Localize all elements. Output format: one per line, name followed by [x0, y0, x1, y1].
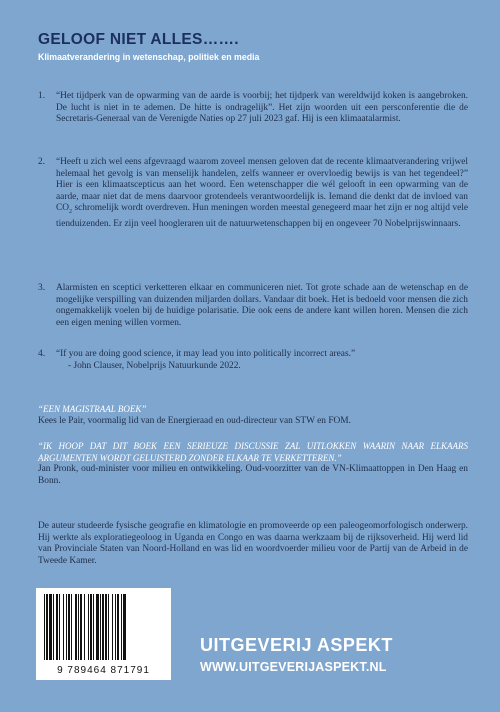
item-text-part-b: schromelijk wordt overdreven. Hun meningen worden meestal genegeerd maar het zijn er nog altijd vele tienduizenden. Er zijn veel hoogleraren uit de natuurwetenschappen bij en ongeveer 70 Nobelprijswinnaars.	[56, 203, 468, 229]
review-quote	[38, 441, 468, 487]
book-subtitle: Klimaatverandering in wetenschap, politiek en media	[38, 52, 260, 62]
barcode-bar	[49, 594, 52, 660]
review-headline: “EEN MAGISTRAAL BOEK”	[38, 404, 147, 414]
review-attribution: Kees le Pair, voormalig lid van de Energieraad en oud-directeur van STW en FOM.	[38, 415, 351, 426]
barcode-bar	[100, 594, 101, 660]
barcode-bar	[44, 594, 45, 660]
barcode-bar	[78, 594, 79, 660]
barcode-bar	[80, 594, 82, 660]
co2-subscript: 2	[69, 209, 73, 216]
review-quote	[38, 404, 468, 427]
review-attribution: Jan Pronk, oud-minister voor milieu en ontwikkeling. Oud-voorzitter van de VN-Klimaattoppen in Den Haag en Bonn.	[38, 464, 468, 486]
barcode-bars	[42, 594, 165, 662]
list-item	[38, 349, 468, 372]
barcode-bar	[75, 594, 77, 660]
list-item	[38, 283, 468, 329]
barcode-bar	[66, 594, 67, 660]
barcode-bar	[112, 594, 113, 660]
item-text	[56, 349, 468, 372]
item-number: 3.	[38, 283, 46, 293]
barcode-bar	[56, 594, 58, 660]
publisher-name: UITGEVERIJ ASPEKT	[200, 635, 393, 655]
list-item	[38, 157, 468, 230]
author-bio: De auteur studeerde fysische geografie en klimatologie en promoveerde op een paleogeomorfologisch onderwerp. Hij werkte als exploratiegeoloog in Uganda en Congo en was daarna werkzaam bij de rijksoverheid. Hij werd lid van Provinciale Staten van Noord-Holland en was lid en woordvoerder milieu voor de Partij van de Arbeid in de Tweede Kamer.	[38, 521, 468, 566]
barcode-bar	[117, 594, 119, 660]
barcode-bar	[59, 594, 60, 660]
item-text-part-a: “Heeft u zich wel eens afgevraagd waarom zoveel mensen geloven dat de recente klimaatverandering vrijwel helemaal het gevolg is van menselijk handelen, zelfs wanneer er overvloedig bewijs is van het tegendeel?” Hier is een klimaatscepticus aan het woord. Een wetenschapper die wél gelooft in een opwarming van de aarde, maar niet dat de mens daarvoor grotendeels verantwoordelijk is. Iemand die denkt dat de invloed van CO	[56, 157, 468, 214]
item-text: “Het tijdperk van de opwarming van de aarde is voorbij; het tijdperk van wereldwijd koken is aangebroken. De lucht is niet in te ademen. De hitte is ondragelijk”. Het zijn woorden uit een persconferentie die de Secretaris-Generaal van de Verenigde Naties op 27 juli 2023 gaf. Hij is een klimaatalarmist.	[56, 91, 468, 125]
clauser-quote: “If you are doing good science, it may lead you into politically incorrect areas.”	[56, 349, 356, 359]
item-text	[56, 157, 468, 230]
barcode-bar	[96, 594, 99, 660]
barcode-bar	[46, 594, 48, 660]
barcode-bar	[88, 594, 89, 660]
barcode-bar	[84, 594, 85, 660]
barcode-bar	[105, 594, 107, 660]
publisher-website[interactable]: WWW.UITGEVERIJASPEKT.NL	[200, 660, 387, 674]
barcode-bar	[68, 594, 70, 660]
barcode-bar	[121, 594, 122, 660]
barcode-bar	[93, 594, 94, 660]
barcode-bar	[71, 594, 72, 660]
review-headline: “IK HOOP DAT DIT BOEK EEN SERIEUZE DISCUSSIE ZAL UITLOKKEN WAARIN NAAR ELKAARS ARGUMENTEN WORDT GELUISTERD ZONDER ELKAAR TE VERKETTEREN.”	[38, 441, 468, 463]
item-number: 4.	[38, 349, 46, 359]
book-title: GELOOF NIET ALLES…….	[38, 31, 239, 48]
barcode-bar	[53, 594, 54, 660]
item-number: 2.	[38, 157, 46, 167]
item-text: Alarmisten en sceptici verketteren elkaar en communiceren niet. Tot grote schade aan de wetenschap en de mogelijke verspilling van duizenden miljarden dollars. Vandaar dit boek. Het is bedoeld voor mensen die zich ongemakkelijk voelen bij de huidige polarisatie. Die ook eens de andere kant willen horen. Mensen die zich een eigen mening willen vormen.	[56, 283, 468, 328]
barcode-bar	[123, 594, 126, 660]
barcode-bar	[115, 594, 116, 660]
barcode-bar	[102, 594, 104, 660]
barcode	[36, 588, 171, 680]
barcode-bar	[90, 594, 92, 660]
barcode-bar	[63, 594, 64, 660]
list-item	[38, 91, 468, 126]
item-number: 1.	[38, 91, 46, 101]
barcode-bar	[108, 594, 109, 660]
quote-attribution: - John Clauser, Nobelprijs Natuurkunde 2022.	[68, 360, 241, 371]
isbn-number: 9 789464 871791	[57, 665, 150, 676]
